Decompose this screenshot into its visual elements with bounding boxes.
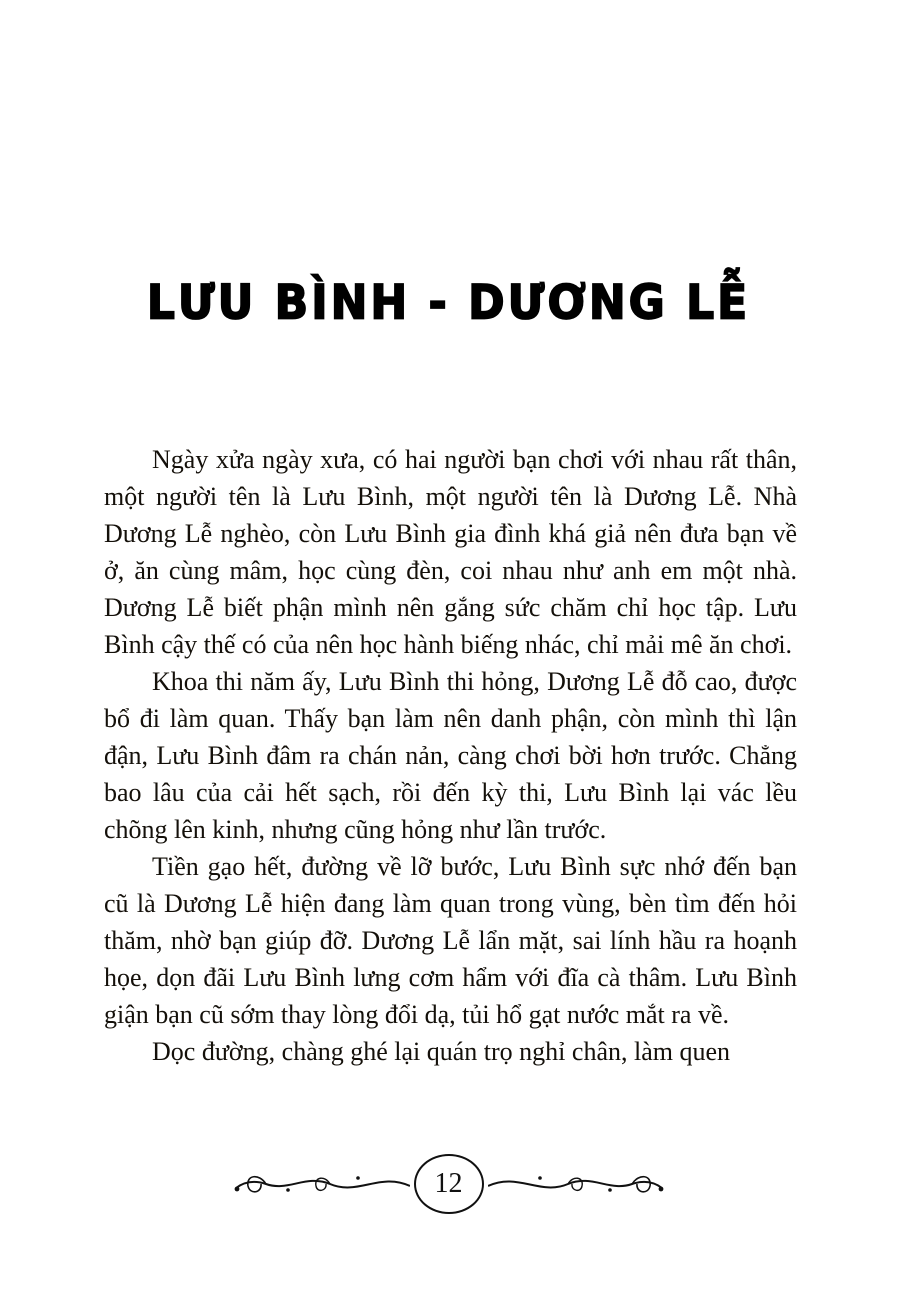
- paragraph-1: Ngày xửa ngày xưa, có hai người bạn chơi với nhau rất thân, một người tên là Lưu Bình, một người tên là Dương Lễ. Nhà Dương Lễ nghèo, còn Lưu Bình gia đình khá giả nên đưa bạn về ở, ăn cùng mâm, học cùng đèn, coi nhau như anh em một nhà. Dương Lễ biết phận mình nên gắng sức chăm chỉ học tập. Lưu Bình cậy thế có của nên học hành biếng nhác, chỉ mải mê ăn chơi.: [104, 445, 797, 659]
- page-footer: [0, 1154, 897, 1214]
- paragraph-4: Dọc đường, chàng ghé lại quán trọ nghỉ chân, làm quen: [152, 1037, 731, 1066]
- paragraph-3: Tiền gạo hết, đường về lỡ bước, Lưu Bình sực nhớ đến bạn cũ là Dương Lễ hiện đang làm quan trong vùng, bèn tìm đến hỏi thăm, nhờ bạn giúp đỡ. Dương Lễ lẩn mặt, sai lính hầu ra hoạnh họe, dọn đãi Lưu Bình lưng cơm hẩm với đĩa cà thâm. Lưu Bình giận bạn cũ sớm thay lòng đổi dạ, tủi hổ gạt nước mắt ra về.: [104, 852, 797, 1029]
- story-body: [104, 441, 797, 1070]
- paragraph-2: Khoa thi năm ấy, Lưu Bình thi hỏng, Dương Lễ đỗ cao, được bổ đi làm quan. Thấy bạn làm nên danh phận, còn mình thì lận đận, Lưu Bình đâm ra chán nản, càng chơi bời hơn trước. Chẳng bao lâu của cải hết sạch, rồi đến kỳ thi, Lưu Bình lại vác lều chõng lên kinh, nhưng cũng hỏng như lần trước.: [104, 667, 797, 844]
- page-title: LƯU BÌNH - DƯƠNG LỄ: [146, 275, 751, 331]
- page-number-badge: [414, 1154, 484, 1214]
- flourish-left-icon: [230, 1162, 410, 1206]
- flourish-right-icon: [488, 1162, 668, 1206]
- page-number: 12: [434, 1168, 463, 1199]
